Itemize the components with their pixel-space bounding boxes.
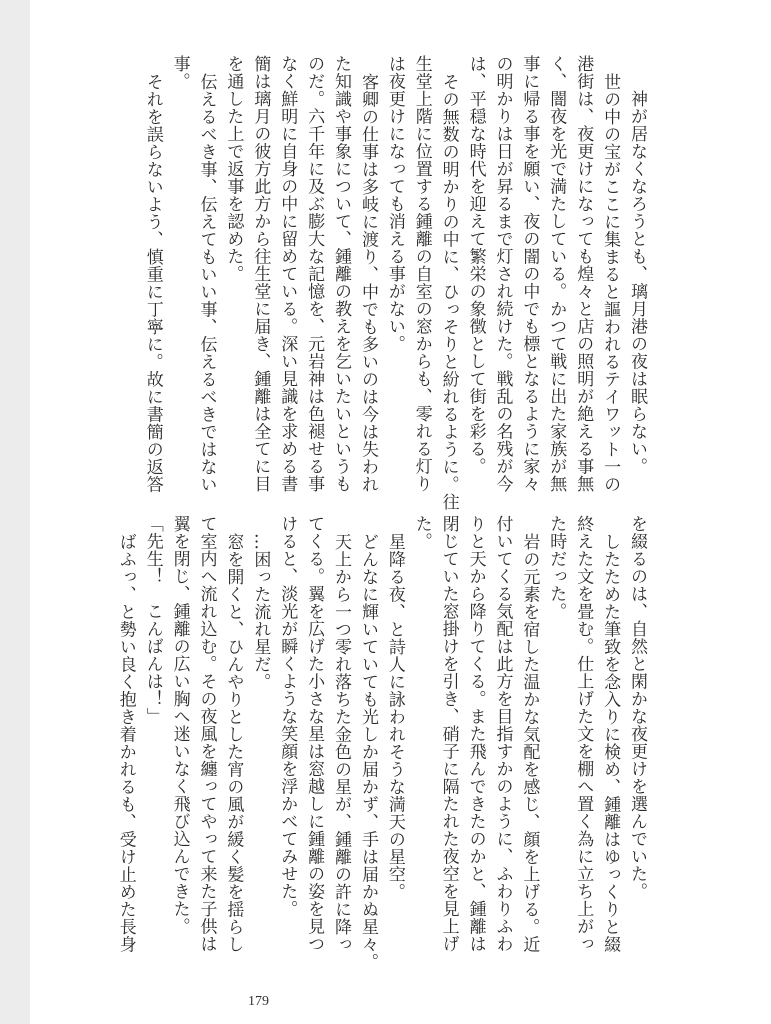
text-column: 伝えるべき事、伝えてもいい事、伝えるべきではない [196,72,217,493]
text-block-bottom [112,515,650,970]
text-column: 事。 [169,55,190,90]
viewer-margin [0,0,30,1024]
text-column: は、平穏な時代を迎えて繁栄の象徴として街を彩る。 [465,55,486,475]
text-column: 世の中の宝がここに集まると謳われるテイワット一の [600,72,621,493]
text-column: は夜更けになっても消える事がない。 [384,55,405,353]
text-column: のだ。六千年に及ぶ膨大な記憶を、元岩神は色褪せる事 [304,55,325,493]
text-column: 生堂上階に位置する鍾離の自室の窓からも、零れる灯り [411,55,432,493]
page-number: 179 [248,994,269,1009]
text-column: りと天から降りてくる。また飛んできたのかと、鍾離は [465,515,486,953]
text-column: 翼を閉じ、鍾離の広い胸へ迷いなく飛び込んできた。 [169,515,190,935]
text-column: なく鮮明に自身の中に留めている。深い見識を求める書 [277,55,298,493]
text-column: それを誤らないよう、慎重に丁寧に。故に書簡の返答 [142,72,163,493]
text-column: た知識や事象について、鍾離の教えを乞いたいというも [331,55,352,493]
text-column: く、闇夜を光で満たしている。かつて戦に出た家族が無 [546,55,567,493]
text-column: 「先生！ こんばんは！」 [142,515,163,725]
text-column: 終えた文を畳む。仕上げた文を棚へ置く為に立ち上がっ [573,515,594,953]
text-column: どんなに輝いていても光しか届かず、手は届かぬ星々。 [357,532,378,970]
text-column: を綴るのは、自然と閑かな夜更けを選んでいた。 [627,515,647,900]
text-column: 窓を開くと、ひんやりとした宵の風が緩く髪を揺らし [223,532,244,953]
text-column: 付いてくる気配は此方を目指すかのように、ふわりふわ [492,515,513,953]
text-column: 事に帰る事を願い、夜の闇の中でも標となるように家々 [519,55,540,493]
text-column: ばふっ、と勢い良く抱き着かれるも、受け止めた長身 [115,532,136,953]
text-column: けると、淡光が瞬くような笑顔を浮かべてみせた。 [277,515,298,918]
text-column: 簡は璃月の彼方此方から往生堂に届き、鍾離は全てに目 [250,55,271,493]
text-column: 客卿の仕事は多岐に渡り、中でも多いのは今は失われ [357,72,378,493]
text-column: た時だった。 [546,515,567,620]
text-column: 天上から一つ零れ落ちた金色の星が、鍾離の許に降っ [331,532,352,953]
text-column: て室内へ流れ込む。その夜風を纏ってやって来た子供は [196,515,217,953]
text-column: 星降る夜、と詩人に詠われそうな満天の星空。 [384,532,405,900]
text-column: 閉じていた窓掛けを引き、硝子に隔たれた夜空を見上げ [438,515,459,953]
text-column: 神が居なくなろうとも、璃月港の夜は眠らない。 [627,90,647,475]
text-column: を通した上で返事を認めた。 [223,55,244,283]
text-column: …困った流れ星だ。 [250,532,271,690]
text-column: 岩の元素を宿した温かな気配を感じ、顔を上げる。近 [519,532,540,953]
text-column: その無数の明かりの中に、ひっそりと紛れるように。往 [438,72,459,510]
text-column: したためた筆致を念入りに検め、鍾離はゆっくりと綴 [600,532,621,953]
text-block-top [139,55,650,510]
text-column: た。 [411,515,432,550]
text-column: の明かりは日が昇るまで灯され続けた。戦乱の名残が今 [492,55,513,493]
text-column: てくる。翼を広げた小さな星は窓越しに鍾離の姿を見つ [304,515,325,953]
text-column: 港街は、夜更けになっても煌々と店の照明が絶える事無 [573,55,594,493]
